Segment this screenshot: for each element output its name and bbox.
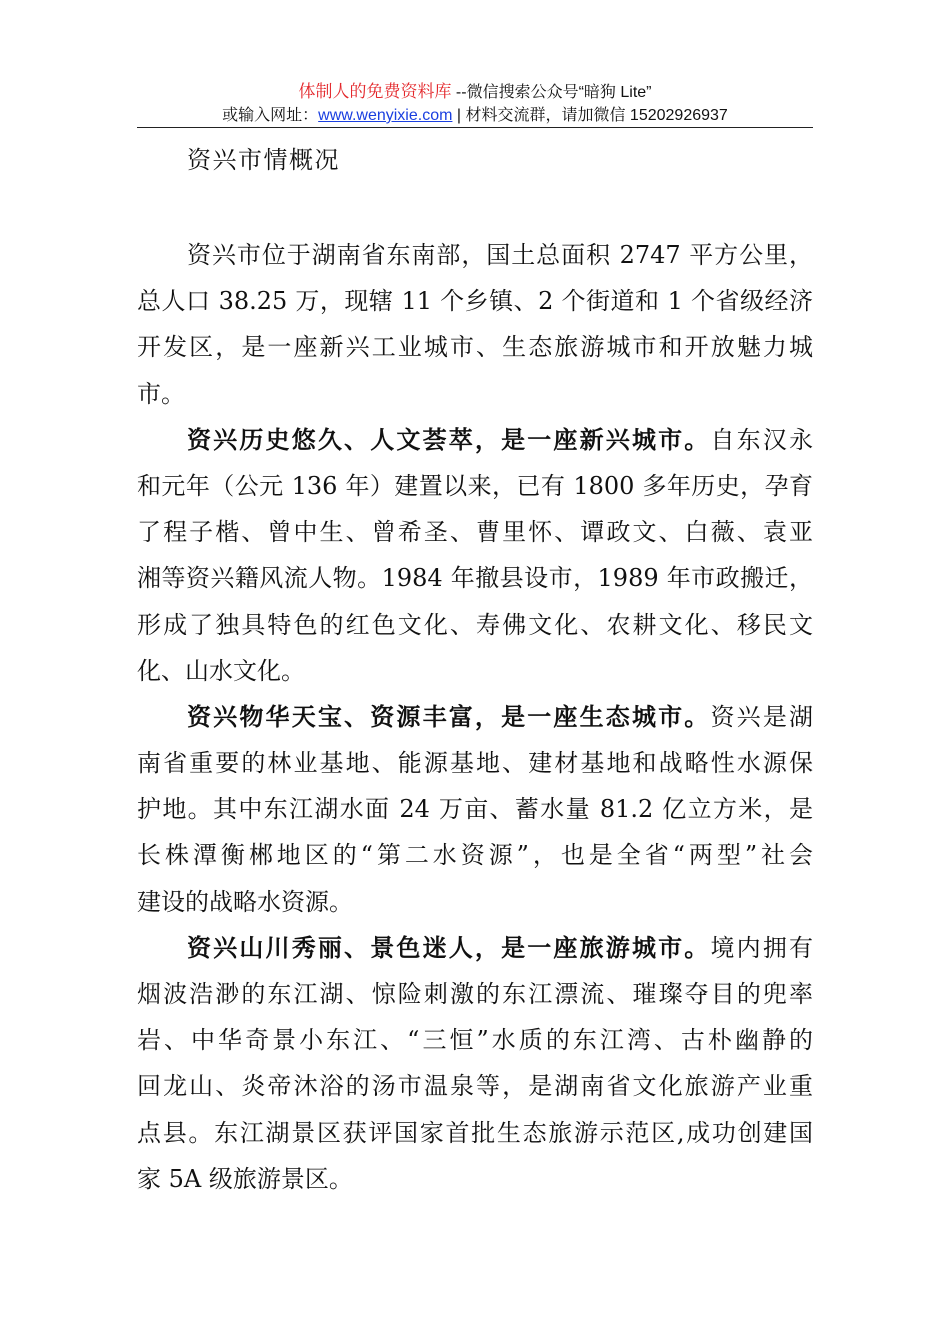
text-line: 化、山水文化。 xyxy=(137,656,305,685)
text-line: 资兴市位于湖南省东南部，国土总面积 2747 平方公里， xyxy=(187,241,813,269)
text-line xyxy=(137,925,813,971)
text-line: 形成了独具特色的红色文化、寿佛文化、农耕文化、移民文 xyxy=(137,610,813,639)
text-segment: 境内拥有 xyxy=(710,933,813,962)
text-line: 市。 xyxy=(137,379,185,408)
text-line: 开发区，是一座新兴工业城市、生态旅游城市和开放魅力城 xyxy=(137,333,813,362)
text-line: 回龙山、炎帝沐浴的汤市温泉等，是湖南省文化旅游产业重 xyxy=(137,1072,813,1101)
paragraph-history xyxy=(137,417,813,694)
text-line: 了程子楷、曾中生、曾希圣、曹里怀、谭政文、白薇、袁亚 xyxy=(137,518,813,547)
doc-body xyxy=(137,232,813,1202)
wechat-hint: --微信搜索公众号“暗狗 Lite” xyxy=(451,84,652,101)
text-line: 南省重要的林业基地、能源基地、建材基地和战略性水源保 xyxy=(137,749,813,778)
text-segment: 资兴是湖 xyxy=(710,702,813,731)
doc-title: 资兴市情概况 xyxy=(187,146,340,174)
header-divider xyxy=(137,127,813,128)
paragraph-resources xyxy=(137,694,813,925)
header-line-1 xyxy=(137,80,813,104)
contact-info: | 材料交流群，请加微信 15202926937 xyxy=(452,107,728,124)
text-line: 岩、中华奇景小东江、“三恒”水质的东江湾、古朴幽静的 xyxy=(137,1026,813,1055)
text-line: 建设的战略水资源。 xyxy=(137,887,353,916)
text-line: 湘等资兴籍风流人物。1984 年撤县设市，1989 年市政搬迁， xyxy=(137,564,813,593)
lead-sentence: 资兴物华天宝、资源丰富，是一座生态城市。 xyxy=(187,701,711,731)
text-line: 护地。其中东江湖水面 24 万亩、蓄水量 81.2 亿立方米，是 xyxy=(137,795,813,824)
text-line: 和元年（公元 136 年）建置以来，已有 1800 多年历史，孕育 xyxy=(137,471,813,500)
text-line: 总人口 38.25 万，现辖 11 个乡镇、2 个街道和 1 个省级经济 xyxy=(137,287,813,316)
text-line: 家 5A 级旅游景区。 xyxy=(137,1164,353,1193)
page-header xyxy=(137,80,813,128)
lead-sentence: 资兴山川秀丽、景色迷人，是一座旅游城市。 xyxy=(187,932,711,962)
brand-name: 体制人的免费资料库 xyxy=(298,82,452,101)
text-line xyxy=(137,694,813,740)
text-line xyxy=(137,417,813,463)
paragraph-overview xyxy=(137,232,813,417)
paragraph-tourism xyxy=(137,925,813,1202)
text-line: 点县。东江湖景区获评国家首批生态旅游示范区,成功创建国 xyxy=(137,1118,813,1147)
lead-sentence: 资兴历史悠久、人文荟萃，是一座新兴城市。 xyxy=(187,424,711,454)
text-line: 烟波浩渺的东江湖、惊险刺激的东江漂流、璀璨夺目的兜率 xyxy=(137,980,813,1008)
url-label: 或输入网址： xyxy=(222,107,319,124)
website-link[interactable]: www.wenyixie.com xyxy=(318,107,453,124)
header-line-2 xyxy=(137,104,813,128)
text-segment: 自东汉永 xyxy=(710,425,813,454)
text-line: 长株潭衡郴地区的“第二水资源”，也是全省“两型”社会 xyxy=(137,841,813,870)
